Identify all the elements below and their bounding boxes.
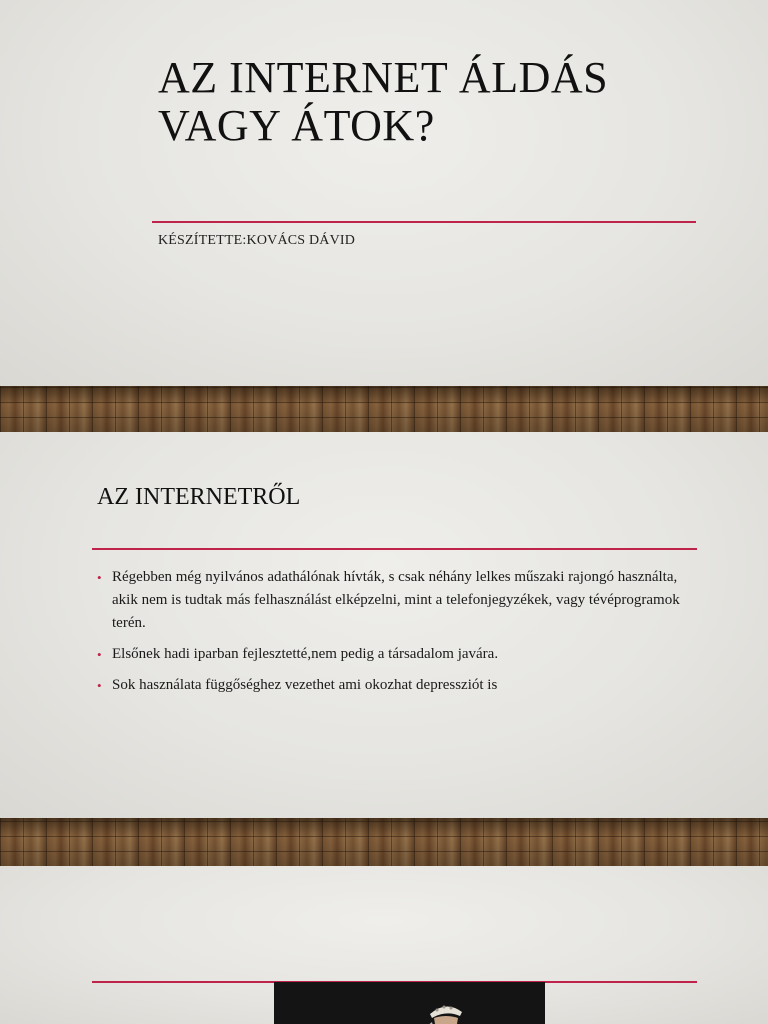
slide-title (0, 0, 768, 386)
wood-floor-divider (0, 818, 768, 866)
author-subtitle: KÉSZÍTETTE:KOVÁCS DÁVID (158, 233, 356, 248)
slide-photo (274, 982, 545, 1024)
slide-2-title: AZ INTERNETRŐL (97, 484, 301, 510)
bullet-item (96, 674, 696, 697)
bullet-item (96, 566, 696, 635)
title-line-2: VAGY ÁTOK? (158, 101, 435, 150)
slide-image (0, 866, 768, 1024)
slide-1-title (158, 54, 698, 150)
wood-floor-divider (0, 386, 768, 432)
bullet-text: Régebben még nyilvános adathálónak hívták, s csak néhány lelkes műszaki rajongó használta, akik nem is tudtak más felhasználást elképzelni, mint a telefonjegyzékek, vagy tévéprogramok terén. (112, 569, 680, 631)
person-with-cap-icon (424, 1000, 468, 1024)
bullet-text: Elsőnek hadi iparban fejlesztetté,nem pedig a társadalom javára. (112, 646, 499, 662)
accent-divider (92, 548, 697, 550)
title-line-1: AZ INTERNET ÁLDÁS (158, 53, 609, 102)
bullet-dot-icon: • (97, 678, 102, 693)
slide-about-internet (0, 432, 768, 818)
bullet-list (96, 566, 696, 705)
bullet-text: Sok használata függőséghez vezethet ami okozhat depressziót is (112, 677, 498, 693)
bullet-dot-icon: • (97, 570, 102, 585)
bullet-dot-icon: • (97, 647, 102, 662)
accent-divider (152, 221, 696, 223)
bullet-item (96, 643, 696, 666)
